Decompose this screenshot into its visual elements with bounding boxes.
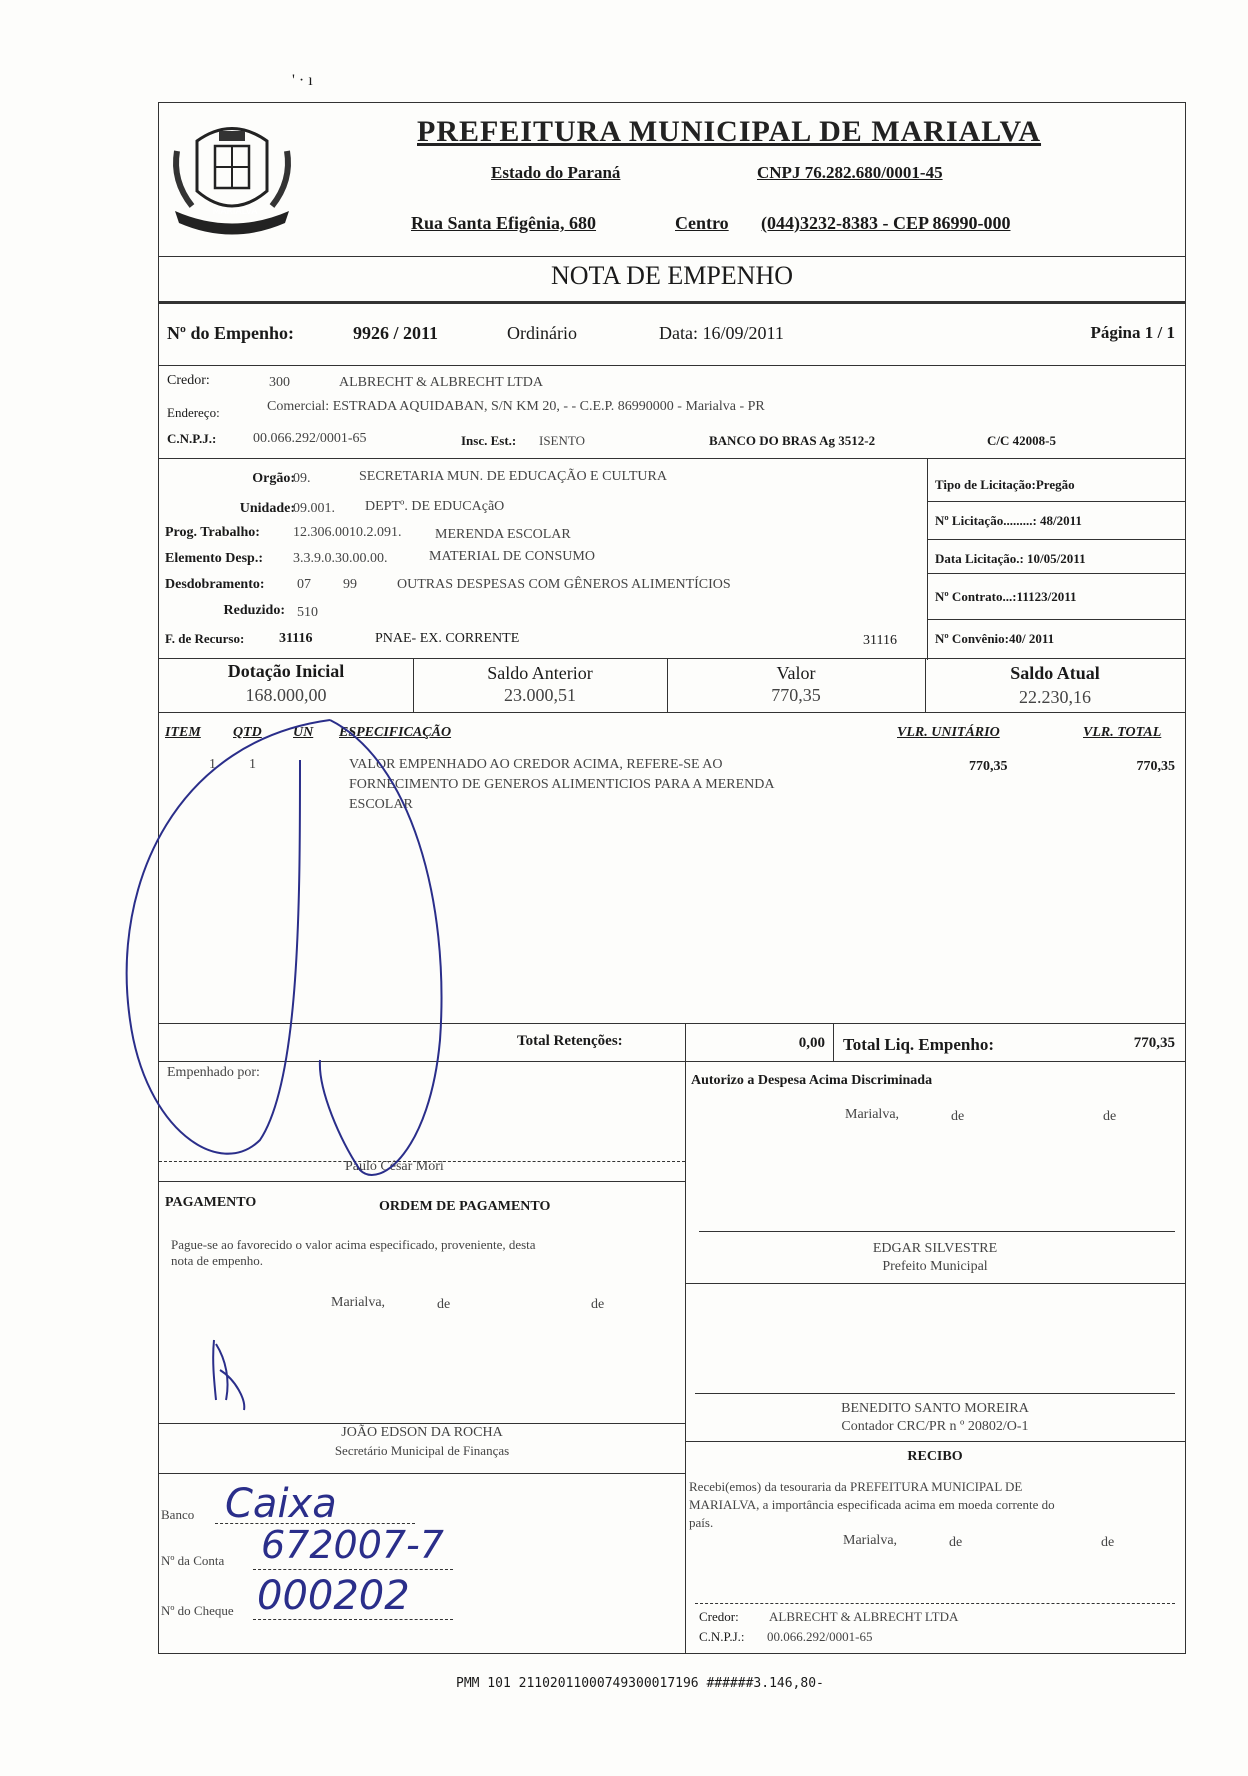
pagamento-de-2: de: [591, 1297, 605, 1312]
recibo-text-2: MARIALVA, a importância especificada acima em moeda corrente do: [689, 1497, 1055, 1512]
page-number: Página 1 / 1: [1090, 323, 1175, 342]
autorizo-de-2: de: [1103, 1109, 1117, 1124]
unidade-code: 09.001.: [293, 501, 335, 516]
item-spec-line2: FORNECIMENTO DE GENEROS ALIMENTICIOS PARA A MERENDA: [349, 777, 775, 792]
item-number: 1: [209, 757, 216, 772]
secretario-name: JOÃO EDSON DA ROCHA: [341, 1425, 503, 1440]
header-address: Rua Santa Efigênia, 680: [411, 213, 597, 233]
contrato-numero: Nº Contrato...:11123/2011: [935, 589, 1077, 604]
item-spec-line1: VALOR EMPENHADO AO CREDOR ACIMA, REFERE-SE AO: [349, 757, 723, 772]
reduzido-value: 510: [297, 605, 318, 620]
credor-label: Credor:: [167, 373, 210, 388]
licitacao-numero: Nº Licitação.........: 48/2011: [935, 513, 1082, 528]
saldo-atual-label: Saldo Atual: [1010, 663, 1100, 683]
secretario-role: Secretário Municipal de Finanças: [334, 1443, 510, 1458]
dotacao-label: Dotação Inicial: [227, 661, 345, 681]
empenho-date: Data: 16/09/2011: [659, 323, 784, 343]
col-header-vlr-unitario: VLR. UNITÁRIO: [897, 725, 1000, 740]
insc-est-label: Insc. Est.:: [461, 433, 517, 448]
autorizo-label: Autorizo a Despesa Acima Discriminada: [691, 1073, 933, 1088]
empenho-number-label: Nº do Empenho:: [167, 323, 294, 343]
endereco-value: Comercial: ESTRADA AQUIDABAN, S/N KM 20, - - C.E.P. 86990000 - Marialva - PR: [267, 399, 765, 414]
licitacao-data: Data Licitação.: 10/05/2011: [935, 551, 1086, 566]
orgao-label: Orgão:: [252, 471, 295, 486]
desdobramento-label: Desdobramento:: [165, 577, 265, 592]
credor-cnpj-label: C.N.P.J.:: [167, 431, 217, 446]
dotacao-value: 168.000,00: [245, 685, 327, 705]
convenio-numero: Nº Convênio:40/ 2011: [935, 631, 1055, 646]
saldo-anterior-value: 23.000,51: [504, 685, 576, 705]
prog-trabalho-name: MERENDA ESCOLAR: [435, 527, 571, 542]
banco-value: Caixa: [225, 1481, 337, 1527]
saldo-anterior-label: Saldo Anterior: [487, 663, 593, 683]
scan-mark: ' · ı: [292, 72, 313, 89]
pagamento-text-1: Pague-se ao favorecido o valor acima especificado, proveniente, desta: [171, 1237, 536, 1252]
ordem-pagamento-label: ORDEM DE PAGAMENTO: [379, 1199, 551, 1214]
recurso-code-right: 31116: [863, 633, 897, 648]
desdobramento-name: OUTRAS DESPESAS COM GÊNEROS ALIMENTÍCIOS: [397, 577, 731, 592]
autorizo-city: Marialva,: [845, 1107, 900, 1122]
total-liq-value: 770,35: [1133, 1035, 1175, 1051]
saldo-atual-value: 22.230,16: [1019, 687, 1091, 707]
recibo-text-1: Recebi(emos) da tesouraria da PREFEITURA MUNICIPAL DE: [689, 1479, 1023, 1494]
cheque-label: Nº do Cheque: [161, 1603, 234, 1618]
total-liq-label: Total Liq. Empenho:: [843, 1035, 994, 1054]
insc-est: ISENTO: [539, 433, 585, 448]
autorizo-de-1: de: [951, 1109, 965, 1124]
footer-code: PMM 101 21102011000749300017196 ######3.146,80-: [456, 1676, 824, 1691]
col-header-qtd: QTD: [233, 725, 262, 740]
crest-banner-text: MARIALVA: [212, 207, 258, 217]
elemento-name: MATERIAL DE CONSUMO: [429, 549, 595, 564]
contador-role: Contador CRC/PR n º 20802/O-1: [841, 1419, 1029, 1434]
endereco-label: Endereço:: [167, 405, 220, 420]
header-title: PREFEITURA MUNICIPAL DE MARIALVA: [417, 115, 1042, 148]
desdobramento-code2: 99: [343, 577, 357, 592]
orgao-name: SECRETARIA MUN. DE EDUCAÇÃO E CULTURA: [359, 469, 667, 484]
conta-label: Nº da Conta: [161, 1553, 225, 1568]
prefeito-role: Prefeito Municipal: [882, 1259, 988, 1274]
prefeito-name: EDGAR SILVESTRE: [872, 1241, 998, 1256]
recurso-code: 31116: [279, 631, 313, 646]
prog-trabalho-code: 12.306.0010.2.091.: [293, 525, 402, 540]
recibo-cnpj: 00.066.292/0001-65: [767, 1629, 873, 1644]
header-district: Centro: [675, 213, 729, 233]
pagamento-text-2: nota de empenho.: [171, 1253, 264, 1268]
header-cnpj: CNPJ 76.282.680/0001-45: [757, 163, 943, 182]
recibo-title: RECIBO: [907, 1449, 963, 1464]
unidade-name: DEPTº. DE EDUCAçãO: [365, 499, 505, 514]
recibo-text-3: país.: [689, 1515, 714, 1530]
col-header-especificacao: ESPECIFICAÇÃO: [339, 725, 452, 740]
item-total-value: 770,35: [1136, 759, 1175, 774]
valor-label: Valor: [776, 663, 816, 683]
empenho-type: Ordinário: [507, 323, 577, 343]
col-header-vlr-total: VLR. TOTAL: [1083, 725, 1162, 740]
pagamento-label: PAGAMENTO: [165, 1195, 257, 1210]
recibo-credor-label: Credor:: [699, 1609, 739, 1624]
recurso-name: PNAE- EX. CORRENTE: [375, 631, 520, 646]
cheque-value: 000202: [257, 1573, 410, 1619]
header-phone-cep: (044)3232-8383 - CEP 86990-000: [761, 213, 1011, 233]
credor-banco: BANCO DO BRAS Ag 3512-2: [709, 433, 876, 448]
pagamento-de-1: de: [437, 1297, 451, 1312]
banco-label: Banco: [161, 1507, 195, 1522]
unidade-label: Unidade:: [239, 501, 295, 516]
empenhado-por-name: Paulo César Mori: [345, 1159, 444, 1174]
recurso-label: F. de Recurso:: [165, 631, 245, 646]
desdobramento-code1: 07: [297, 577, 311, 592]
tipo-licitacao: Tipo de Licitação:Pregão: [935, 477, 1075, 492]
recibo-cnpj-label: C.N.P.J.:: [699, 1629, 745, 1644]
item-qtd: 1: [249, 757, 256, 772]
item-unit-value: 770,35: [969, 759, 1008, 774]
retencoes-label: Total Retenções:: [517, 1033, 623, 1049]
credor-cc: C/C 42008-5: [987, 433, 1056, 448]
col-header-item: ITEM: [165, 725, 201, 740]
orgao-code: 09.: [293, 471, 311, 486]
credor-name: ALBRECHT & ALBRECHT LTDA: [339, 375, 543, 390]
valor-value: 770,35: [771, 685, 821, 705]
credor-cnpj: 00.066.292/0001-65: [253, 431, 367, 446]
recibo-de-2: de: [1101, 1535, 1115, 1550]
elemento-code: 3.3.9.0.30.00.00.: [293, 551, 388, 566]
recibo-de-1: de: [949, 1535, 963, 1550]
recibo-credor: ALBRECHT & ALBRECHT LTDA: [769, 1609, 959, 1624]
pagamento-city: Marialva,: [331, 1295, 386, 1310]
col-header-un: UN: [293, 725, 314, 740]
reduzido-label: Reduzido:: [223, 603, 285, 618]
document-title: NOTA DE EMPENHO: [550, 261, 794, 290]
conta-value: 672007-7: [261, 1523, 444, 1567]
retencoes-value: 0,00: [798, 1035, 825, 1051]
recibo-city: Marialva,: [843, 1533, 898, 1548]
contador-name: BENEDITO SANTO MOREIRA: [841, 1401, 1029, 1416]
empenhado-por-label: Empenhado por:: [167, 1065, 260, 1080]
item-spec-line3: ESCOLAR: [349, 797, 413, 812]
header-state: Estado do Paraná: [491, 163, 621, 182]
prog-trabalho-label: Prog. Trabalho:: [165, 525, 260, 540]
empenho-number: 9926 / 2011: [353, 323, 439, 343]
credor-code: 300: [269, 375, 290, 390]
elemento-label: Elemento Desp.:: [165, 551, 263, 566]
